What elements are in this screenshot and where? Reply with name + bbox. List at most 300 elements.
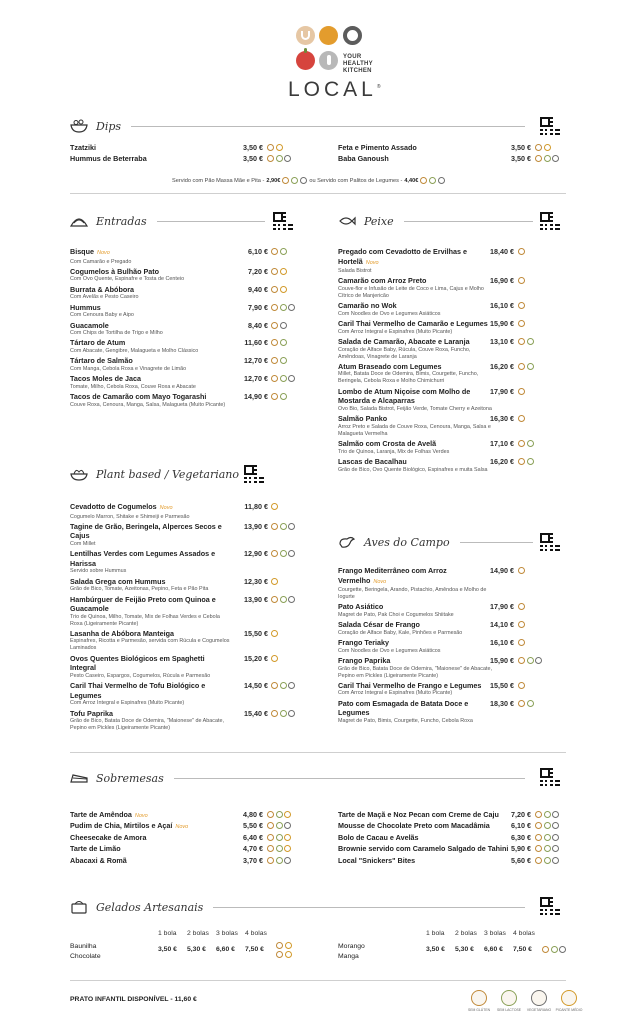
allergen-icon xyxy=(271,357,278,364)
allergen-icon xyxy=(527,458,534,465)
section-title: Entradas xyxy=(96,214,147,228)
item-price: 15,20 € xyxy=(244,653,268,663)
legend-spicy: PICANTE MÉDIO xyxy=(558,990,580,1012)
apple-icon xyxy=(296,51,315,70)
item-price: 15,40 € xyxy=(244,708,268,718)
item-name: Pregado com Cevadotto de Ervilhas e Hortelã Novo xyxy=(338,247,468,266)
item-description: Courgette, Beringela, Arando, Pistachio, Amêndoa e Molho de Iogurte xyxy=(338,587,487,600)
allergen-tags xyxy=(271,523,295,530)
allergen-icon xyxy=(267,144,274,151)
menu-item xyxy=(70,709,310,733)
item-description: Couve Roxa, Cenoura, Manga, Salsa, Malagueta (Muito Picante) xyxy=(70,401,226,408)
item-description: Com Abacate, Gengibre, Malagueta e Molho Clássico xyxy=(70,347,199,354)
allergen-icon xyxy=(518,657,525,664)
allergen-icon xyxy=(518,639,525,646)
item-price: 18,30 € xyxy=(490,698,514,708)
item-price: 3,50 € xyxy=(243,154,263,164)
legend-gluten-free: SEM GLÚTEN xyxy=(468,990,490,1012)
allergen-icon xyxy=(527,440,534,447)
item-description: Pesto Caseiro, Espargos, Cogumelos, Rúcula e Parmesão xyxy=(70,672,211,679)
item-description: Tomate, Milho, Cebola Roxa, Couve Roxa e Abacate xyxy=(70,383,196,390)
menu-item xyxy=(70,338,310,355)
new-badge: Novo xyxy=(373,578,387,585)
section-dips xyxy=(70,118,525,134)
item-name: Tagine de Grão, Beringela, Alperces Secos e Cajus xyxy=(70,521,222,541)
allergen-tags xyxy=(518,363,534,370)
gelados-sizes-left: 1 bola 2 bolas 3 bolas 4 bolas xyxy=(158,930,267,937)
allergen-icon xyxy=(288,596,295,603)
item-price: 16,20 € xyxy=(490,361,514,371)
circle-orange xyxy=(319,26,338,45)
menu-item xyxy=(70,821,310,831)
qr-code[interactable] xyxy=(540,768,560,788)
allergen-icon xyxy=(544,845,551,852)
allergen-icon xyxy=(280,550,287,557)
allergen-icon xyxy=(518,603,525,610)
brand-name: LOCAL® xyxy=(288,78,385,101)
allergen-icon xyxy=(271,596,278,603)
allergen-icon xyxy=(280,523,287,530)
item-price: 7,90 € xyxy=(248,302,268,312)
allergen-icon xyxy=(535,834,542,841)
legend-lactose-free: SEM LACTOSE xyxy=(498,990,520,1012)
allergen-icon xyxy=(535,845,542,852)
allergen-icon xyxy=(280,357,287,364)
menu-item xyxy=(338,362,574,386)
new-badge: Novo xyxy=(365,259,379,266)
allergen-icon xyxy=(518,440,525,447)
menu-item xyxy=(70,321,310,338)
allergen-tags xyxy=(535,857,559,864)
allergen-icon xyxy=(271,322,278,329)
qr-code[interactable] xyxy=(273,212,293,232)
item-name: Tacos Moles de Jaca xyxy=(70,374,141,384)
item-price: 16,10 € xyxy=(490,638,514,648)
item-price: 7,20 € xyxy=(248,266,268,276)
kids-menu-note: PRATO INFANTIL DISPONÍVEL - 11,60 € xyxy=(70,996,197,1003)
allergen-tags xyxy=(535,155,559,162)
section-title: Aves do Campo xyxy=(364,535,450,549)
item-price: 17,90 € xyxy=(490,602,514,612)
allergen-icon xyxy=(276,845,283,852)
allergen-icon xyxy=(271,630,278,637)
allergen-icon xyxy=(280,375,287,382)
item-price: 13,90 € xyxy=(244,594,268,604)
menu-item xyxy=(70,595,310,628)
plant-list xyxy=(70,502,310,734)
item-name: Cogumelos à Bulhão Pato xyxy=(70,266,160,276)
item-name: Caril Thai Vermelho de Tofu Biológico e Legumes xyxy=(70,681,206,700)
ice-cream-icon xyxy=(70,900,88,914)
item-name: Atum Braseado com Legumes xyxy=(338,361,442,371)
item-price: 4,70 € xyxy=(243,844,263,854)
menu-item xyxy=(338,821,578,831)
gelados-sizes-right: 1 bola 2 bolas 3 bolas 4 bolas xyxy=(426,930,535,937)
menu-item xyxy=(338,319,574,336)
allergen-tags xyxy=(518,277,525,284)
brand-logo xyxy=(282,22,385,104)
allergen-icon xyxy=(552,811,559,818)
sobremesas-left-list xyxy=(70,810,310,867)
allergen-tags xyxy=(267,834,291,841)
item-price: 17,90 € xyxy=(490,386,514,396)
item-name: Tofu Paprika xyxy=(70,708,113,718)
item-name: Caril Thai Vermelho de Camarão e Legumes xyxy=(338,319,488,329)
item-name: Local "Snickers" Bites xyxy=(338,855,416,865)
qr-code[interactable] xyxy=(540,897,560,917)
allergen-tags xyxy=(267,811,291,818)
allergen-tags xyxy=(518,302,525,309)
item-description: Coração de Alface Baby, Rúcula, Couve Roxa, Funcho, Amêndoas, Vinagrete de Laranja xyxy=(338,346,471,360)
entradas-list xyxy=(70,247,310,410)
dips-serving-note: Servido com Pão Massa Mãe e Pita - 2,90€ ou Servido com Palitos de Legumes - 4,40€ xyxy=(172,177,445,184)
menu-item xyxy=(338,681,574,698)
allergen-icon xyxy=(284,845,291,852)
new-badge: Novo xyxy=(134,813,148,819)
allergen-icon xyxy=(271,304,278,311)
allergen-icon xyxy=(288,375,295,382)
allergen-tags xyxy=(271,304,295,311)
item-description: Com Arroz Integral e Espinafres (Muito Picante) xyxy=(70,700,185,707)
item-price: 16,30 € xyxy=(490,414,514,424)
allergen-icon xyxy=(271,682,278,689)
allergen-icon xyxy=(276,857,283,864)
menu-item xyxy=(338,154,578,164)
allergen-icon xyxy=(267,811,274,818)
item-price: 12,30 € xyxy=(244,576,268,586)
taco-icon xyxy=(70,214,88,228)
allergen-icon xyxy=(518,567,525,574)
new-badge: Novo xyxy=(175,824,189,831)
menu-item xyxy=(338,143,578,153)
item-price: 6,10 € xyxy=(511,821,531,831)
allergen-icon xyxy=(288,304,295,311)
allergen-icon xyxy=(271,523,278,530)
allergen-icon xyxy=(552,155,559,162)
allergen-icon xyxy=(280,286,287,293)
menu-item xyxy=(70,267,310,284)
section-title: Plant based / Vegetariano xyxy=(96,467,239,481)
allergen-icon xyxy=(544,822,551,829)
allergen-icon xyxy=(284,822,291,829)
item-description: Ovo Bio, Salada Bistrot, Feijão Verde, Tomate Cherry e Azeitona xyxy=(338,405,492,412)
brand-tagline: YOUR HEALTHY KITCHEN xyxy=(343,54,373,74)
allergen-icon xyxy=(284,155,291,162)
dips-left-list xyxy=(70,143,310,166)
item-description: Salada Bistrot xyxy=(338,268,372,274)
aves-list xyxy=(338,566,574,726)
item-price: 18,40 € xyxy=(490,247,514,256)
allergen-icon xyxy=(552,845,559,852)
allergen-icon xyxy=(280,248,287,255)
menu-item xyxy=(70,374,310,391)
item-price: 12,70 € xyxy=(244,356,268,366)
allergen-tags xyxy=(518,320,525,327)
allergen-tags xyxy=(518,700,534,707)
allergen-icon xyxy=(276,155,283,162)
allergen-icon xyxy=(535,822,542,829)
allergen-icon xyxy=(544,857,551,864)
menu-item xyxy=(70,577,310,594)
item-name: Tarte de Amêndoa Novo xyxy=(70,810,148,819)
menu-item xyxy=(338,656,574,680)
item-price: 11,60 € xyxy=(244,338,268,348)
menu-item xyxy=(70,247,310,266)
section-sobremesas xyxy=(70,770,525,786)
item-name: Feta e Pimento Assado xyxy=(338,143,417,152)
allergen-tags xyxy=(535,811,559,818)
menu-item xyxy=(338,387,574,413)
allergen-tags xyxy=(271,596,295,603)
item-description: Trio de Quinoa, Milho, Tomate, Mix de Folhas Verdes e Cebola Roxa (Ligeiramente Picante) xyxy=(70,613,220,627)
item-description: Espinafres, Ricotta e Parmesão, servida com Rúcula e Cogumelos Laminados xyxy=(70,638,230,652)
item-name: Bolo de Cacau e Avelãs xyxy=(338,832,419,842)
section-gelados xyxy=(70,899,525,915)
allergen-icon xyxy=(276,811,283,818)
item-price: 15,50 € xyxy=(490,680,514,690)
item-name: Pato Asiático xyxy=(338,602,384,612)
item-description: Trio de Quinoa, Laranja, Mix de Folhas Verdes xyxy=(338,448,450,455)
allergen-tags xyxy=(518,338,534,345)
new-badge: Novo xyxy=(96,250,110,256)
allergen-icon xyxy=(518,458,525,465)
item-name: Guacamole xyxy=(70,320,109,330)
section-title: Sobremesas xyxy=(96,771,164,785)
allergen-tags xyxy=(518,440,534,447)
item-price: 3,50 € xyxy=(243,143,263,152)
item-price: 7,20 € xyxy=(511,810,531,819)
item-name: Salmão Panko xyxy=(338,414,388,424)
allergen-icon xyxy=(271,550,278,557)
allergen-icon xyxy=(544,834,551,841)
new-badge: Novo xyxy=(159,505,173,511)
section-title: Peixe xyxy=(364,214,394,228)
allergen-tags xyxy=(271,503,278,510)
allergen-tags xyxy=(518,639,525,646)
allergen-tags xyxy=(535,822,559,829)
item-description: Com Camarão e Pregado xyxy=(70,258,132,265)
menu-item xyxy=(70,549,310,575)
item-name: Tarte de Limão xyxy=(70,844,121,854)
menu-item xyxy=(70,629,310,653)
menu-item xyxy=(70,810,310,820)
ring-icon xyxy=(343,26,362,45)
salad-icon xyxy=(70,467,88,481)
allergen-tags xyxy=(518,567,525,574)
allergen-tags xyxy=(518,621,525,628)
allergen-icon xyxy=(552,834,559,841)
item-price: 8,40 € xyxy=(248,320,268,330)
legend-vegetarian: VEGETARIANO xyxy=(528,990,550,1012)
allergen-tags xyxy=(267,144,283,151)
item-description: Millet, Batata Doce de Odemira, Bimis, Courgette, Funcho, Beringela, Cebola Roxa e Molho Chimichurri xyxy=(338,371,479,385)
item-description: Grão de Bico, Tomate, Azeitonas, Pepino, Feta e Pão Pita xyxy=(70,586,209,593)
item-name: Cevadotto de Cogumelos Novo xyxy=(70,502,173,511)
menu-item xyxy=(338,602,574,619)
allergen-tags xyxy=(535,144,551,151)
chicken-icon xyxy=(338,535,356,549)
gelados-prices-right: 3,50 € 5,30 € 6,60 € 7,50 € xyxy=(426,946,532,953)
item-price: 5,90 € xyxy=(511,844,531,854)
qr-code[interactable] xyxy=(244,465,264,485)
menu-item xyxy=(338,276,574,300)
allergen-icon xyxy=(271,339,278,346)
item-name: Hummus de Beterraba xyxy=(70,154,147,164)
item-price: 15,50 € xyxy=(244,628,268,638)
menu-item xyxy=(70,502,310,521)
item-name: Salada Grega com Hummus xyxy=(70,576,166,586)
allergen-icon xyxy=(271,710,278,717)
allergen-tags xyxy=(271,630,278,637)
dips-right-list xyxy=(338,143,578,166)
menu-item xyxy=(338,457,574,474)
menu-item xyxy=(338,337,574,361)
item-name: Lasanha de Abóbora Manteiga xyxy=(70,628,174,638)
menu-item xyxy=(338,699,574,725)
item-price: 16,90 € xyxy=(490,276,514,286)
item-name: Lombo de Atum Niçoise com Molho de Mostarda e Alcaparras xyxy=(338,386,471,406)
allergen-icon xyxy=(280,596,287,603)
allergen-tags xyxy=(271,375,295,382)
allergen-icon xyxy=(288,682,295,689)
allergen-icon xyxy=(535,155,542,162)
allergen-tags xyxy=(267,155,291,162)
item-price: 3,50 € xyxy=(511,143,531,152)
qr-code[interactable] xyxy=(540,117,560,137)
item-name: Pato com Esmagada de Batata Doce e Legumes xyxy=(338,698,469,718)
menu-item xyxy=(70,654,310,680)
item-name: Ovos Quentes Biológicos em Spaghetti Integral xyxy=(70,653,205,673)
item-description: Com Arroz Integral e Espinafres (Muito Picante) xyxy=(338,328,453,335)
item-price: 3,70 € xyxy=(243,855,263,865)
allergen-icon xyxy=(284,857,291,864)
allergen-icon xyxy=(267,834,274,841)
item-price: 12,70 € xyxy=(244,374,268,384)
allergen-icon xyxy=(280,339,287,346)
cake-icon xyxy=(70,771,88,785)
item-description: Coração de Alface Baby, Kale, Pinhões e Parmesão xyxy=(338,629,463,636)
allergen-icon xyxy=(518,700,525,707)
allergen-icon xyxy=(527,657,534,664)
fish-icon xyxy=(338,214,356,228)
menu-item xyxy=(70,285,310,302)
item-description: Com Millet xyxy=(70,540,96,547)
item-price: 14,90 € xyxy=(490,566,514,575)
allergen-icon xyxy=(535,811,542,818)
allergen-tags xyxy=(535,845,559,852)
item-description: Cogumelo Marron, Shitake e Shimeiji e Parmesão xyxy=(70,513,190,520)
item-price: 5,60 € xyxy=(511,855,531,865)
allergen-icon xyxy=(284,811,291,818)
item-name: Camarão no Wok xyxy=(338,301,397,311)
item-price: 6,40 € xyxy=(243,832,263,842)
item-name: Salada de Camarão, Abacate e Laranja xyxy=(338,337,470,347)
allergen-tags xyxy=(271,322,287,329)
allergen-icon xyxy=(518,248,525,255)
item-name: Pudim de Chia, Mirtilos e Açaí Novo xyxy=(70,821,189,831)
item-name: Burrata & Abóbora xyxy=(70,284,135,294)
menu-item xyxy=(338,301,574,318)
allergen-icon xyxy=(518,388,525,395)
menu-item xyxy=(70,522,310,548)
item-description: Com Avelãs e Pesto Caseiro xyxy=(70,294,139,301)
item-price: 12,90 € xyxy=(244,549,268,559)
item-name: Brownie servido com Caramelo Salgado de Tahini xyxy=(338,844,509,854)
item-price: 14,50 € xyxy=(244,681,268,691)
allergen-icon xyxy=(518,621,525,628)
menu-item xyxy=(70,356,310,373)
item-name: Frango Mediterrâneo com Arroz Vermelho Novo xyxy=(338,566,447,585)
gelados-prices-left: 3,50 € 5,30 € 6,60 € 7,50 € xyxy=(158,946,264,953)
allergen-icon xyxy=(527,700,534,707)
allergen-tags xyxy=(271,339,287,346)
item-description: Grão de Bico, Batata Doce de Odemira, "Maionese" de Abacate, Pepino em Pickles (Ligeiramente Picante) xyxy=(338,665,492,679)
item-price: 14,90 € xyxy=(244,392,268,402)
allergen-icon xyxy=(276,834,283,841)
allergen-tags xyxy=(535,834,559,841)
allergen-icon xyxy=(544,155,551,162)
qr-code[interactable] xyxy=(540,533,560,553)
menu-item xyxy=(338,810,578,820)
menu-item xyxy=(70,681,310,707)
peixe-list xyxy=(338,247,574,475)
allergen-icon xyxy=(518,277,525,284)
bowl-icon xyxy=(70,119,88,133)
menu-item xyxy=(70,844,310,854)
item-description: Magret de Pato, Bimis, Courgette, Funcho, Cebola Roxa xyxy=(338,717,473,724)
allergen-icon xyxy=(535,144,542,151)
item-description: Com Arroz Integral e Espinafres (Muito Picante) xyxy=(338,690,453,697)
allergen-icon xyxy=(535,657,542,664)
allergen-icon xyxy=(267,155,274,162)
allergen-icon xyxy=(280,710,287,717)
allergen-icon xyxy=(544,811,551,818)
item-price: 6,30 € xyxy=(511,832,531,842)
item-name: Caril Thai Vermelho de Frango e Legumes xyxy=(338,680,482,690)
menu-item xyxy=(338,844,578,854)
qr-code[interactable] xyxy=(540,212,560,232)
allergen-icon xyxy=(267,857,274,864)
allergen-tags xyxy=(518,248,525,255)
item-description: Com Chips de Tortilha de Trigo e Milho xyxy=(70,330,163,337)
allergen-icon xyxy=(280,682,287,689)
item-description: Com Ovo Quente, Espinafre e Tosta de Centeio xyxy=(70,276,185,283)
item-description: Com Noodles de Ovo e Legumes Asiáticos xyxy=(338,647,441,654)
section-title: Dips xyxy=(96,119,122,133)
allergen-icon xyxy=(288,550,295,557)
allergen-icon xyxy=(288,710,295,717)
item-price: 15,90 € xyxy=(490,656,514,666)
item-name: Baba Ganoush xyxy=(338,154,389,164)
item-price: 3,50 € xyxy=(511,154,531,164)
item-price: 17,10 € xyxy=(490,439,514,449)
item-price: 15,90 € xyxy=(490,319,514,329)
item-name: Camarão com Arroz Preto xyxy=(338,276,427,286)
item-price: 6,10 € xyxy=(248,247,268,256)
item-name: Tártaro de Salmão xyxy=(70,356,133,366)
allergen-icon xyxy=(271,248,278,255)
item-name: Lascas de Bacalhau xyxy=(338,457,407,467)
allergen-icon xyxy=(271,375,278,382)
allergen-icon xyxy=(280,268,287,275)
item-description: Grão de Bico, Ovo Quente Biológico, Espinafres e muita Salsa xyxy=(338,466,488,473)
item-name: Tacos de Camarão com Mayo Togarashi xyxy=(70,392,207,402)
item-description: Com Cenoura Baby e Aipo xyxy=(70,312,134,319)
item-name: Salada César de Frango xyxy=(338,620,420,630)
allergen-icon xyxy=(280,393,287,400)
item-description: Magret de Pato, Pak Choi e Cogumelos Shiitake xyxy=(338,611,454,618)
allergen-tags xyxy=(518,388,525,395)
